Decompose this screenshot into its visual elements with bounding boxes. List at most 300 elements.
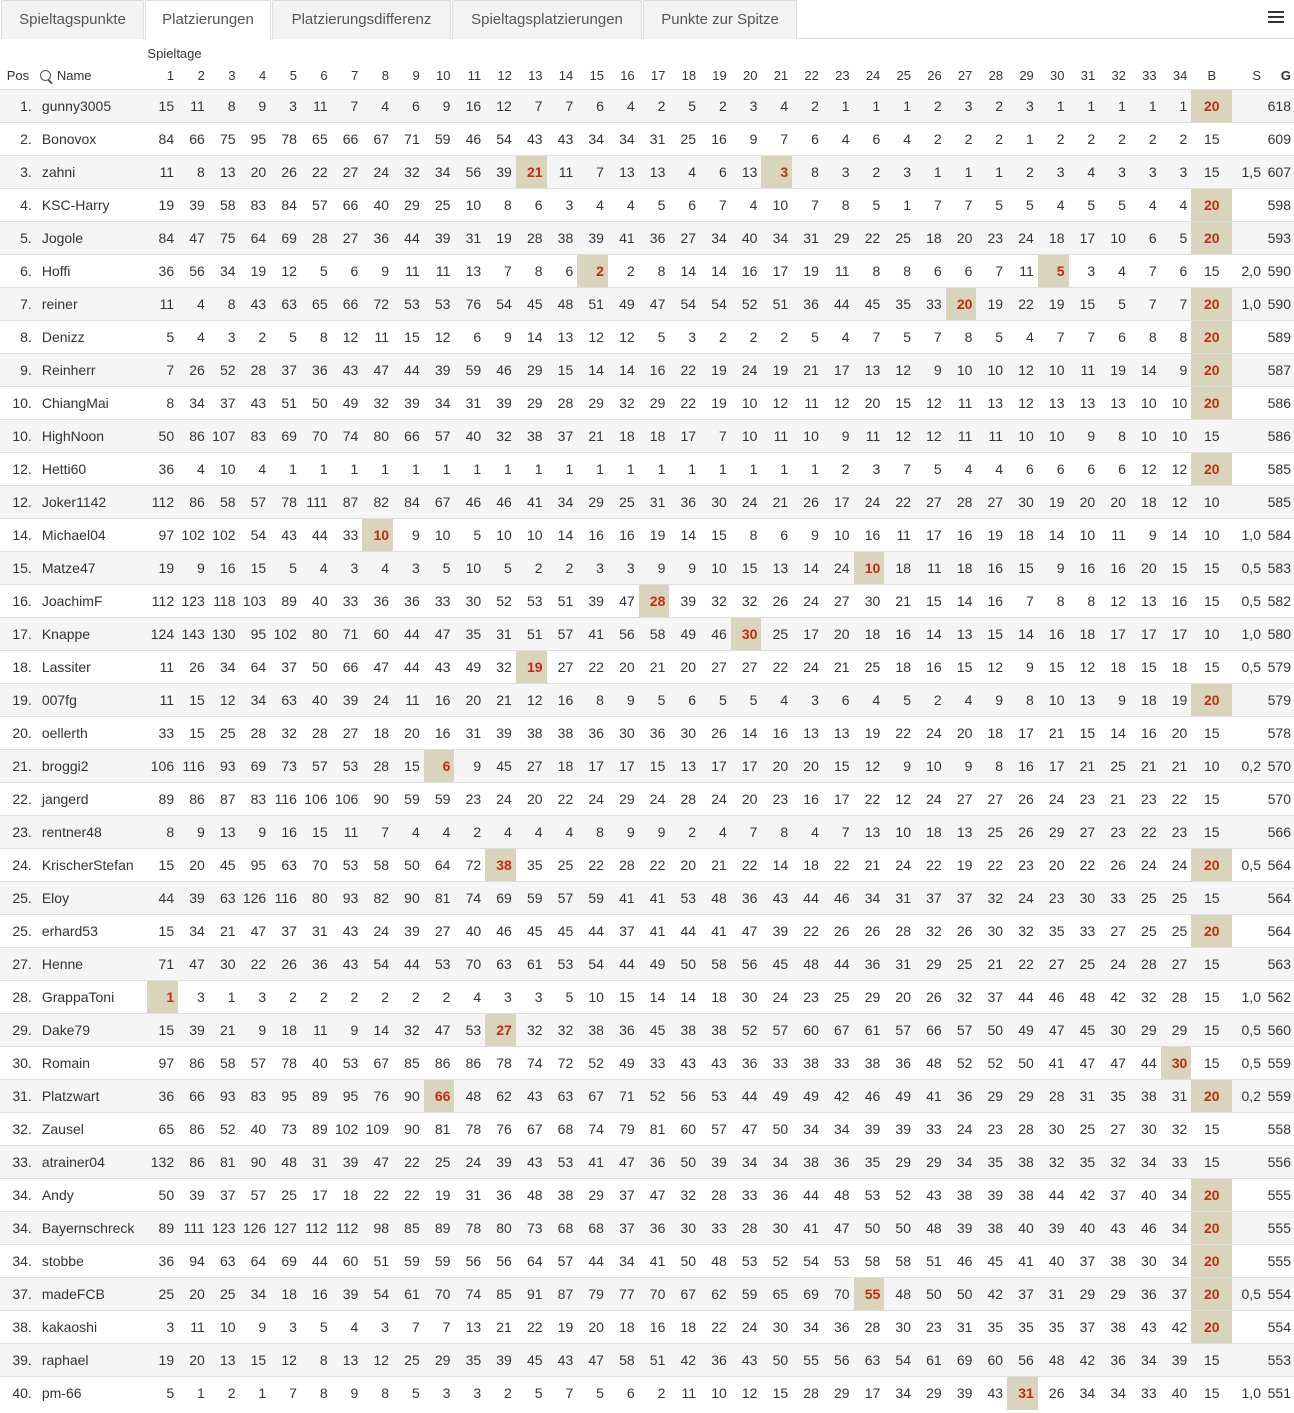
day-placement-cell: 9 bbox=[178, 816, 209, 849]
day-placement-cell: 14 bbox=[639, 981, 670, 1014]
day-placement-cell: 43 bbox=[424, 651, 455, 684]
day-placement-cell: 4 bbox=[547, 816, 578, 849]
row-position: 2. bbox=[0, 123, 36, 156]
day-placement-cell: 19 bbox=[1099, 354, 1130, 387]
row-player-name[interactable]: jangerd bbox=[36, 783, 148, 816]
day-placement-cell: 5 bbox=[1099, 189, 1130, 222]
row-position: 27. bbox=[0, 948, 36, 981]
row-position: 31. bbox=[0, 1080, 36, 1113]
day-header[interactable]: 2 bbox=[197, 67, 205, 83]
row-position: 39. bbox=[0, 1344, 36, 1377]
day-placement-cell: 47 bbox=[731, 1113, 762, 1146]
day-header[interactable]: 15 bbox=[589, 67, 604, 83]
day-placement-cell: 45 bbox=[209, 849, 240, 882]
row-player-name[interactable]: oellerth bbox=[36, 717, 148, 750]
day-placement-cell: 112 bbox=[301, 1212, 332, 1245]
day-placement-cell: 50 bbox=[669, 948, 700, 981]
tab-spieltagspunkte[interactable]: Spieltagspunkte bbox=[1, 0, 144, 39]
day-placement-cell: 2 bbox=[485, 1377, 516, 1410]
day-placement-cell: 24 bbox=[854, 486, 885, 519]
day-placement-cell: 57 bbox=[761, 1014, 792, 1047]
tab-spieltagsplatzierungen[interactable]: Spieltagsplatzierungen bbox=[452, 0, 642, 39]
day-placement-cell: 39 bbox=[178, 1179, 209, 1212]
day-placement-cell: 47 bbox=[1069, 1047, 1100, 1080]
day-placement-cell: 54 bbox=[362, 1278, 393, 1311]
day-placement-cell: 4 bbox=[1038, 189, 1069, 222]
table-row bbox=[0, 1278, 1294, 1311]
row-player-name[interactable]: gunny3005 bbox=[36, 90, 148, 123]
day-header[interactable]: 26 bbox=[927, 67, 942, 83]
day-placement-cell: 45 bbox=[485, 750, 516, 783]
day-placement-cell: 63 bbox=[209, 882, 240, 915]
row-player-name[interactable]: stobbe bbox=[36, 1245, 148, 1278]
day-placement-cell: 27 bbox=[485, 1014, 516, 1047]
total-cell: 585 bbox=[1263, 453, 1294, 486]
day-placement-cell: 36 bbox=[854, 948, 885, 981]
day-header[interactable]: 30 bbox=[1050, 67, 1065, 83]
row-player-name[interactable]: 007fg bbox=[36, 684, 148, 717]
table-row bbox=[0, 189, 1294, 222]
day-header[interactable]: 16 bbox=[620, 67, 635, 83]
day-placement-cell: 7 bbox=[915, 189, 946, 222]
row-player-name[interactable]: Henne bbox=[36, 948, 148, 981]
row-player-name[interactable]: KrischerStefan bbox=[36, 849, 148, 882]
row-player-name[interactable]: Matze47 bbox=[36, 552, 148, 585]
day-placement-cell: 21 bbox=[209, 915, 240, 948]
day-placement-cell: 34 bbox=[608, 1245, 639, 1278]
day-placement-cell: 59 bbox=[731, 1278, 762, 1311]
table-row bbox=[0, 222, 1294, 255]
day-placement-cell: 22 bbox=[1007, 288, 1038, 321]
day-placement-cell: 10 bbox=[1038, 684, 1069, 717]
day-header[interactable]: 10 bbox=[435, 67, 451, 83]
day-placement-cell: 28 bbox=[516, 222, 547, 255]
day-placement-cell: 83 bbox=[240, 420, 271, 453]
day-placement-cell: 21 bbox=[761, 486, 792, 519]
day-placement-cell: 30 bbox=[454, 585, 485, 618]
day-placement-cell: 30 bbox=[608, 717, 639, 750]
day-placement-cell: 14 bbox=[761, 849, 792, 882]
day-placement-cell: 32 bbox=[608, 387, 639, 420]
day-placement-cell: 42 bbox=[1161, 1311, 1192, 1344]
day-placement-cell: 116 bbox=[270, 783, 301, 816]
day-placement-cell: 14 bbox=[669, 255, 700, 288]
day-placement-cell: 66 bbox=[915, 1014, 946, 1047]
day-placement-cell: 31 bbox=[1069, 1080, 1100, 1113]
s-cell: 0,2 bbox=[1232, 750, 1263, 783]
day-placement-cell: 24 bbox=[362, 915, 393, 948]
row-player-name[interactable]: Lassiter bbox=[36, 651, 148, 684]
day-placement-cell: 36 bbox=[639, 717, 670, 750]
day-header[interactable]: 8 bbox=[381, 67, 390, 83]
day-placement-cell: 10 bbox=[731, 420, 762, 453]
s-cell bbox=[1232, 783, 1263, 816]
row-player-name[interactable]: Knappe bbox=[36, 618, 148, 651]
day-placement-cell: 53 bbox=[700, 1080, 731, 1113]
day-placement-cell: 38 bbox=[792, 1047, 823, 1080]
table-row bbox=[0, 123, 1294, 156]
day-placement-cell: 52 bbox=[485, 585, 516, 618]
day-placement-cell: 11 bbox=[147, 156, 178, 189]
day-placement-cell: 48 bbox=[884, 1278, 915, 1311]
day-placement-cell: 24 bbox=[792, 651, 823, 684]
day-header[interactable]: 20 bbox=[743, 67, 758, 83]
row-player-name[interactable]: ChiangMai bbox=[36, 387, 148, 420]
row-position: 33. bbox=[0, 1146, 36, 1179]
day-placement-cell: 34 bbox=[731, 1146, 762, 1179]
day-placement-cell: 39 bbox=[485, 1146, 516, 1179]
day-placement-cell: 69 bbox=[485, 882, 516, 915]
row-player-name[interactable]: Denizz bbox=[36, 321, 148, 354]
row-player-name[interactable]: Joker1142 bbox=[36, 486, 148, 519]
day-placement-cell: 3 bbox=[731, 90, 762, 123]
day-placement-cell: 8 bbox=[301, 1344, 332, 1377]
day-placement-cell: 31 bbox=[301, 1146, 332, 1179]
day-placement-cell: 5 bbox=[1161, 222, 1192, 255]
day-placement-cell: 5 bbox=[700, 684, 731, 717]
day-header[interactable]: 9 bbox=[412, 67, 420, 83]
day-placement-cell: 11 bbox=[1069, 354, 1100, 387]
day-placement-cell: 50 bbox=[1007, 1047, 1038, 1080]
s-cell bbox=[1232, 948, 1263, 981]
row-player-name[interactable]: Andy bbox=[36, 1179, 148, 1212]
row-position: 30. bbox=[0, 1047, 36, 1080]
day-header[interactable]: 14 bbox=[558, 67, 574, 83]
day-header[interactable]: 13 bbox=[528, 67, 543, 83]
day-placement-cell: 21 bbox=[485, 1311, 516, 1344]
day-placement-cell: 24 bbox=[1161, 849, 1192, 882]
bonus-cell: 15 bbox=[1191, 255, 1232, 288]
day-placement-cell: 37 bbox=[946, 882, 977, 915]
s-cell: 0,5 bbox=[1232, 1278, 1263, 1311]
total-cell: 555 bbox=[1263, 1179, 1294, 1212]
row-position: 28. bbox=[0, 981, 36, 1014]
row-player-name[interactable]: HighNoon bbox=[36, 420, 148, 453]
day-placement-cell: 50 bbox=[301, 651, 332, 684]
row-player-name[interactable]: Zausel bbox=[36, 1113, 148, 1146]
day-placement-cell: 8 bbox=[301, 321, 332, 354]
day-placement-cell: 36 bbox=[884, 1047, 915, 1080]
day-placement-cell: 18 bbox=[270, 1278, 301, 1311]
row-player-name[interactable]: Hetti60 bbox=[36, 453, 148, 486]
day-header[interactable]: 1 bbox=[166, 67, 175, 83]
day-placement-cell: 45 bbox=[516, 288, 547, 321]
row-player-name[interactable]: pm-66 bbox=[36, 1377, 148, 1410]
day-placement-cell: 11 bbox=[1099, 519, 1130, 552]
day-placement-cell: 29 bbox=[976, 1080, 1007, 1113]
day-placement-cell: 63 bbox=[547, 1080, 578, 1113]
day-placement-cell: 102 bbox=[332, 1113, 363, 1146]
day-header[interactable]: 25 bbox=[896, 67, 911, 83]
tab-punkte-zur-spitze[interactable]: Punkte zur Spitze bbox=[643, 0, 797, 39]
day-placement-cell: 38 bbox=[485, 849, 516, 882]
day-placement-cell: 17 bbox=[823, 486, 854, 519]
day-header[interactable]: 31 bbox=[1080, 67, 1096, 83]
day-placement-cell: 53 bbox=[393, 288, 424, 321]
s-header[interactable]: S bbox=[1252, 67, 1261, 83]
day-placement-cell: 57 bbox=[547, 618, 578, 651]
day-placement-cell: 16 bbox=[1007, 750, 1038, 783]
day-placement-cell: 25 bbox=[147, 1278, 178, 1311]
day-placement-cell: 20 bbox=[854, 387, 885, 420]
day-placement-cell: 31 bbox=[1007, 1377, 1038, 1410]
day-placement-cell: 13 bbox=[209, 1344, 240, 1377]
b-header[interactable]: B bbox=[1207, 67, 1217, 83]
pos-header[interactable]: Pos bbox=[6, 67, 30, 83]
day-placement-cell: 67 bbox=[577, 1080, 608, 1113]
row-player-name[interactable]: madeFCB bbox=[36, 1278, 148, 1311]
day-placement-cell: 27 bbox=[946, 783, 977, 816]
day-placement-cell: 1 bbox=[485, 453, 516, 486]
row-player-name[interactable]: zahni bbox=[36, 156, 148, 189]
hamburger-menu-icon[interactable] bbox=[1268, 11, 1284, 25]
row-player-name[interactable]: Hoffi bbox=[36, 255, 148, 288]
day-placement-cell: 1 bbox=[270, 453, 301, 486]
total-cell: 585 bbox=[1263, 486, 1294, 519]
name-header[interactable] bbox=[36, 61, 148, 90]
day-placement-cell: 5 bbox=[147, 1377, 178, 1410]
row-player-name[interactable]: Eloy bbox=[36, 882, 148, 915]
day-placement-cell: 10 bbox=[209, 1311, 240, 1344]
day-header[interactable]: 18 bbox=[681, 67, 697, 83]
day-placement-cell: 10 bbox=[424, 519, 455, 552]
day-placement-cell: 3 bbox=[516, 981, 547, 1014]
day-placement-cell: 43 bbox=[332, 948, 363, 981]
search-icon[interactable] bbox=[40, 70, 51, 81]
day-header[interactable]: 19 bbox=[712, 67, 727, 83]
day-placement-cell: 53 bbox=[547, 1146, 578, 1179]
bonus-cell: 20 bbox=[1191, 222, 1232, 255]
day-placement-cell: 1 bbox=[884, 189, 915, 222]
day-placement-cell: 13 bbox=[854, 354, 885, 387]
day-placement-cell: 7 bbox=[792, 189, 823, 222]
day-placement-cell: 1 bbox=[731, 453, 762, 486]
day-header[interactable]: 33 bbox=[1142, 67, 1157, 83]
day-placement-cell: 50 bbox=[147, 1179, 178, 1212]
s-cell: 2,0 bbox=[1232, 255, 1263, 288]
day-placement-cell: 24 bbox=[362, 684, 393, 717]
day-placement-cell: 32 bbox=[915, 915, 946, 948]
day-placement-cell: 17 bbox=[1130, 618, 1161, 651]
day-placement-cell: 86 bbox=[178, 486, 209, 519]
day-placement-cell: 16 bbox=[639, 1311, 670, 1344]
day-placement-cell: 2 bbox=[669, 816, 700, 849]
day-placement-cell: 34 bbox=[178, 387, 209, 420]
row-player-name[interactable]: Romain bbox=[36, 1047, 148, 1080]
day-header[interactable]: 11 bbox=[467, 67, 482, 83]
day-placement-cell: 7 bbox=[1038, 321, 1069, 354]
day-placement-cell: 26 bbox=[270, 948, 301, 981]
day-placement-cell: 98 bbox=[362, 1212, 393, 1245]
day-placement-cell: 17 bbox=[854, 1377, 885, 1410]
day-placement-cell: 78 bbox=[270, 486, 301, 519]
row-player-name[interactable]: KSC-Harry bbox=[36, 189, 148, 222]
bonus-cell: 20 bbox=[1191, 288, 1232, 321]
day-header[interactable]: 32 bbox=[1111, 67, 1126, 83]
day-header[interactable]: 12 bbox=[497, 67, 512, 83]
day-placement-cell: 7 bbox=[884, 453, 915, 486]
day-placement-cell: 9 bbox=[424, 90, 455, 123]
day-placement-cell: 14 bbox=[1007, 618, 1038, 651]
day-placement-cell: 27 bbox=[547, 651, 578, 684]
row-player-name[interactable]: erhard53 bbox=[36, 915, 148, 948]
bonus-cell: 15 bbox=[1191, 1146, 1232, 1179]
day-placement-cell: 36 bbox=[147, 453, 178, 486]
day-placement-cell: 103 bbox=[240, 585, 271, 618]
row-player-name[interactable]: raphael bbox=[36, 1344, 148, 1377]
day-placement-cell: 41 bbox=[639, 882, 670, 915]
row-player-name[interactable]: rentner48 bbox=[36, 816, 148, 849]
day-placement-cell: 78 bbox=[454, 1212, 485, 1245]
day-placement-cell: 1 bbox=[884, 90, 915, 123]
day-header[interactable]: 21 bbox=[773, 67, 789, 83]
day-placement-cell: 46 bbox=[823, 882, 854, 915]
day-placement-cell: 31 bbox=[485, 618, 516, 651]
day-placement-cell: 7 bbox=[731, 816, 762, 849]
row-player-name[interactable]: Michael04 bbox=[36, 519, 148, 552]
day-header[interactable]: 29 bbox=[1019, 67, 1034, 83]
day-header[interactable]: 22 bbox=[804, 67, 819, 83]
bonus-cell: 20 bbox=[1191, 387, 1232, 420]
day-placement-cell: 18 bbox=[884, 651, 915, 684]
row-player-name[interactable]: Jogole bbox=[36, 222, 148, 255]
day-placement-cell: 22 bbox=[792, 915, 823, 948]
day-placement-cell: 4 bbox=[761, 684, 792, 717]
day-placement-cell: 7 bbox=[946, 189, 977, 222]
day-placement-cell: 6 bbox=[669, 684, 700, 717]
row-player-name[interactable]: atrainer04 bbox=[36, 1146, 148, 1179]
day-placement-cell: 5 bbox=[516, 1377, 547, 1410]
s-cell: 0,5 bbox=[1232, 552, 1263, 585]
day-placement-cell: 10 bbox=[915, 750, 946, 783]
day-placement-cell: 13 bbox=[639, 156, 670, 189]
day-placement-cell: 30 bbox=[884, 1311, 915, 1344]
bonus-cell: 20 bbox=[1191, 189, 1232, 222]
day-header[interactable]: 34 bbox=[1172, 67, 1188, 83]
day-placement-cell: 50 bbox=[976, 1014, 1007, 1047]
row-player-name[interactable]: broggi2 bbox=[36, 750, 148, 783]
day-header[interactable]: 3 bbox=[228, 67, 236, 83]
day-placement-cell: 50 bbox=[915, 1278, 946, 1311]
day-placement-cell: 25 bbox=[946, 948, 977, 981]
day-placement-cell: 12 bbox=[362, 1344, 393, 1377]
s-cell bbox=[1232, 1179, 1263, 1212]
day-header[interactable]: 23 bbox=[835, 67, 850, 83]
total-cell: 609 bbox=[1263, 123, 1294, 156]
day-placement-cell: 68 bbox=[547, 1113, 578, 1146]
day-header[interactable]: 24 bbox=[865, 67, 881, 83]
day-header[interactable]: 28 bbox=[988, 67, 1004, 83]
row-player-name[interactable]: JoachimF bbox=[36, 585, 148, 618]
day-placement-cell: 20 bbox=[1069, 486, 1100, 519]
row-player-name[interactable]: Platzwart bbox=[36, 1080, 148, 1113]
row-player-name[interactable]: Bayernschreck bbox=[36, 1212, 148, 1245]
day-placement-cell: 57 bbox=[884, 1014, 915, 1047]
day-placement-cell: 24 bbox=[915, 783, 946, 816]
row-player-name[interactable]: Reinherr bbox=[36, 354, 148, 387]
day-placement-cell: 2 bbox=[792, 90, 823, 123]
day-placement-cell: 41 bbox=[639, 1245, 670, 1278]
day-header[interactable]: 7 bbox=[351, 67, 359, 83]
day-placement-cell: 47 bbox=[178, 222, 209, 255]
day-placement-cell: 39 bbox=[946, 1212, 977, 1245]
day-placement-cell: 5 bbox=[792, 321, 823, 354]
day-placement-cell: 63 bbox=[854, 1344, 885, 1377]
day-placement-cell: 6 bbox=[823, 684, 854, 717]
day-placement-cell: 30 bbox=[761, 1212, 792, 1245]
day-placement-cell: 1 bbox=[1130, 90, 1161, 123]
day-header[interactable]: 6 bbox=[320, 67, 328, 83]
day-placement-cell: 24 bbox=[485, 783, 516, 816]
day-placement-cell: 15 bbox=[700, 519, 731, 552]
day-placement-cell: 22 bbox=[516, 1311, 547, 1344]
day-placement-cell: 14 bbox=[1130, 354, 1161, 387]
day-placement-cell: 9 bbox=[240, 1014, 271, 1047]
day-header[interactable]: 17 bbox=[650, 67, 666, 83]
day-placement-cell: 43 bbox=[761, 882, 792, 915]
day-placement-cell: 52 bbox=[639, 1080, 670, 1113]
day-placement-cell: 59 bbox=[454, 354, 485, 387]
total-cell: 578 bbox=[1263, 717, 1294, 750]
bonus-cell: 10 bbox=[1191, 750, 1232, 783]
row-player-name[interactable]: Bonovox bbox=[36, 123, 148, 156]
day-placement-cell: 45 bbox=[639, 1014, 670, 1047]
day-placement-cell: 17 bbox=[823, 783, 854, 816]
day-placement-cell: 59 bbox=[516, 882, 547, 915]
day-placement-cell: 6 bbox=[332, 255, 363, 288]
day-placement-cell: 8 bbox=[1007, 684, 1038, 717]
day-placement-cell: 57 bbox=[301, 750, 332, 783]
day-header[interactable]: 4 bbox=[258, 67, 267, 83]
g-header[interactable]: G bbox=[1280, 67, 1291, 83]
day-placement-cell: 124 bbox=[147, 618, 178, 651]
day-placement-cell: 24 bbox=[1130, 849, 1161, 882]
day-placement-cell: 53 bbox=[424, 288, 455, 321]
day-placement-cell: 15 bbox=[147, 849, 178, 882]
row-player-name[interactable]: GrappaToni bbox=[36, 981, 148, 1014]
day-header[interactable]: 27 bbox=[957, 67, 973, 83]
day-placement-cell: 39 bbox=[761, 915, 792, 948]
day-placement-cell: 51 bbox=[362, 1245, 393, 1278]
day-placement-cell: 14 bbox=[669, 519, 700, 552]
day-placement-cell: 25 bbox=[884, 222, 915, 255]
day-placement-cell: 70 bbox=[424, 1278, 455, 1311]
row-player-name[interactable]: Dake79 bbox=[36, 1014, 148, 1047]
day-placement-cell: 9 bbox=[362, 255, 393, 288]
day-placement-cell: 10 bbox=[700, 1377, 731, 1410]
day-placement-cell: 9 bbox=[976, 684, 1007, 717]
day-placement-cell: 1 bbox=[178, 1377, 209, 1410]
row-player-name[interactable]: kakaoshi bbox=[36, 1311, 148, 1344]
row-player-name[interactable]: reiner bbox=[36, 288, 148, 321]
day-placement-cell: 12 bbox=[424, 321, 455, 354]
day-placement-cell: 59 bbox=[393, 1245, 424, 1278]
day-placement-cell: 28 bbox=[1038, 1080, 1069, 1113]
day-placement-cell: 6 bbox=[1099, 321, 1130, 354]
day-placement-cell: 36 bbox=[823, 1311, 854, 1344]
day-placement-cell: 22 bbox=[854, 783, 885, 816]
day-header[interactable]: 5 bbox=[289, 67, 297, 83]
tab-platzierungsdifferenz[interactable]: Platzierungsdifferenz bbox=[272, 0, 451, 39]
day-placement-cell: 17 bbox=[608, 750, 639, 783]
day-placement-cell: 18 bbox=[362, 717, 393, 750]
tab-platzierungen[interactable]: Platzierungen bbox=[145, 0, 271, 40]
day-placement-cell: 43 bbox=[1099, 1212, 1130, 1245]
day-placement-cell: 44 bbox=[393, 651, 424, 684]
day-placement-cell: 23 bbox=[1099, 816, 1130, 849]
day-placement-cell: 27 bbox=[424, 915, 455, 948]
day-placement-cell: 41 bbox=[700, 915, 731, 948]
